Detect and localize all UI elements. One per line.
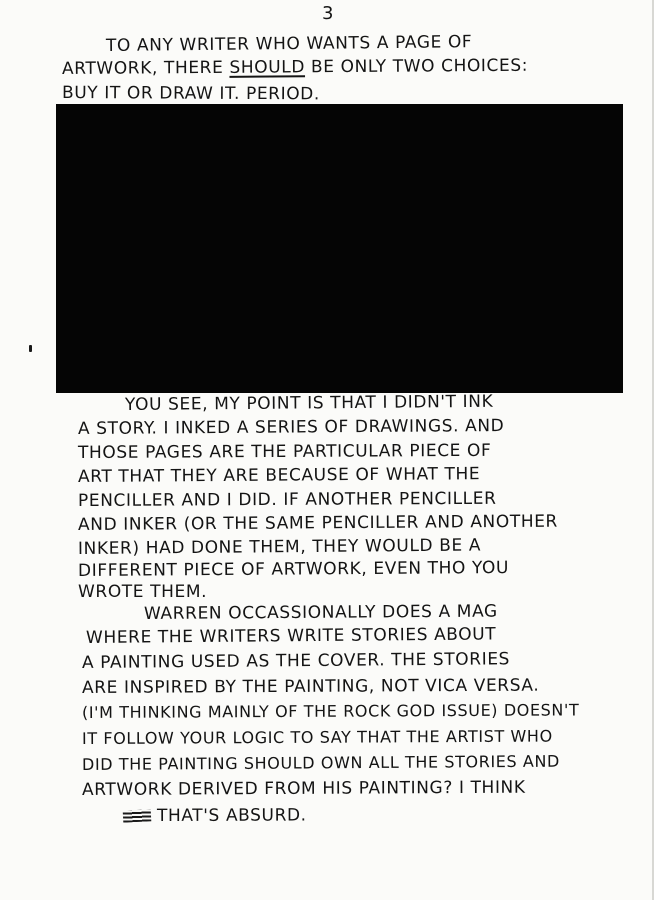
- paragraph-2-line: ART THAT THEY ARE BECAUSE OF WHAT THE: [77, 464, 481, 487]
- paragraph-1-line: BUY IT OR DRAW IT. PERIOD.: [61, 83, 320, 105]
- emphasized-word: SHOULD: [229, 57, 306, 78]
- paragraph-1-line: TO ANY WRITER WHO WANTS A PAGE OF: [105, 32, 473, 56]
- page-number: 3: [322, 3, 334, 24]
- redacted-area: [56, 104, 623, 393]
- paragraph-3-line: ARE INSPIRED BY THE PAINTING, NOT VICA VERSA.: [81, 675, 540, 698]
- margin-mark: [29, 345, 32, 352]
- paragraph-3-line: THAT'S ABSURD.: [156, 805, 307, 826]
- paragraph-1-line-start: ARTWORK, THERE: [61, 57, 230, 79]
- paragraph-2-line: WROTE THEM.: [78, 582, 208, 602]
- paragraph-3-line: A PAINTING USED AS THE COVER. THE STORIES: [81, 649, 511, 673]
- paragraph-2-line: INKER) HAD DONE THEM, THEY WOULD BE A: [77, 535, 482, 559]
- paragraph-2-line: A STORY. I INKED A SERIES OF DRAWINGS. AND: [77, 416, 505, 439]
- paragraph-2-line: AND INKER (OR THE SAME PENCILLER AND ANOTHER: [77, 511, 559, 535]
- paragraph-3-line: (I'M THINKING MAINLY OF THE ROCK GOD ISSUE) DOESN'T: [81, 700, 580, 722]
- paragraph-1-line: [62, 55, 528, 80]
- crossed-out-word: [123, 809, 152, 822]
- paragraph-2-line: THOSE PAGES ARE THE PARTICULAR PIECE OF: [77, 440, 492, 463]
- paragraph-2-line: YOU SEE, MY POINT IS THAT I DIDN'T INK: [124, 391, 494, 415]
- paragraph-1-line-end: BE ONLY TWO CHOICES:: [304, 55, 529, 78]
- paragraph-3-line: IT FOLLOW YOUR LOGIC TO SAY THAT THE ARTIST WHO: [81, 726, 553, 748]
- paragraph-2-line: PENCILLER AND I DID. IF ANOTHER PENCILLER: [77, 488, 497, 511]
- paragraph-3-line: WARREN OCCASSIONALLY DOES A MAG: [143, 601, 498, 624]
- paragraph-3-line: DID THE PAINTING SHOULD OWN ALL THE STORIES AND: [81, 751, 560, 774]
- paragraph-3-line: ARTWORK DERIVED FROM HIS PAINTING? I THINK: [81, 777, 526, 800]
- paragraph-3-line: WHERE THE WRITERS WRITE STORIES ABOUT: [85, 624, 497, 648]
- paragraph-2-line: DIFFERENT PIECE OF ARTWORK, EVEN THO YOU: [77, 557, 510, 581]
